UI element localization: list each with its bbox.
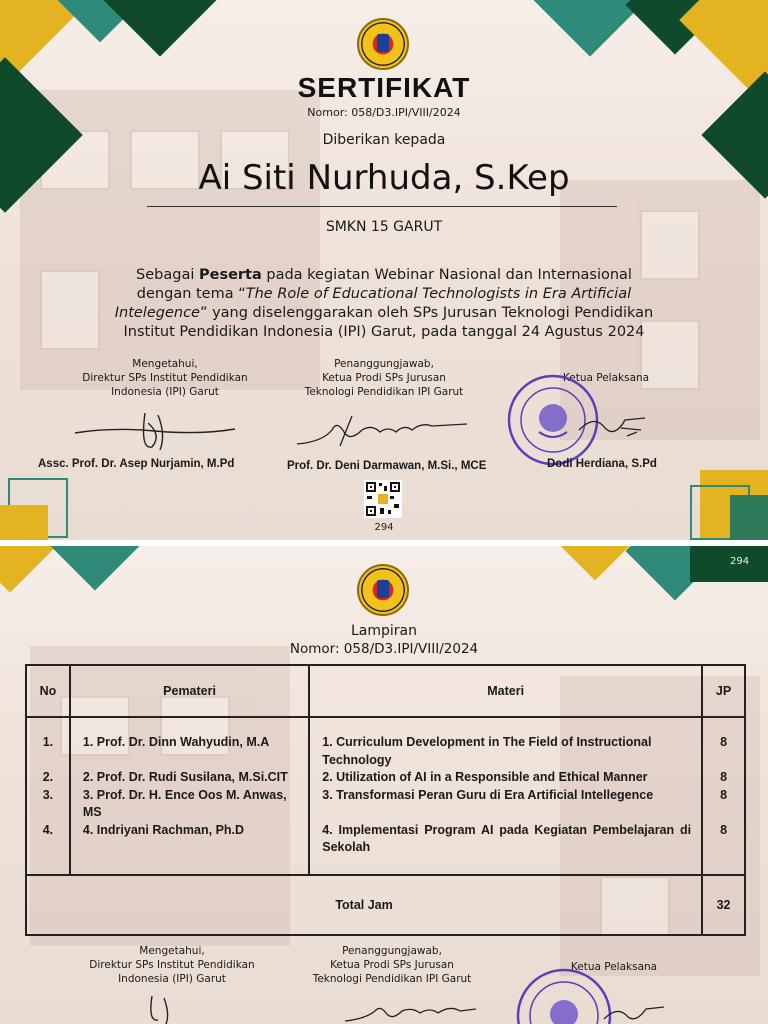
signature-director [70, 405, 240, 455]
header-jp: JP [702, 665, 745, 717]
total-value: 32 [702, 875, 745, 935]
table-total-row [26, 875, 745, 935]
recipient-name: Ai Siti Nurhuda, S.Kep [198, 158, 570, 198]
list-item: 1. Prof. Dr. Dinn Wahyudin, M.A [82, 735, 270, 749]
list-item: 2. Utilization of AI in a Responsible and Ethical Manner [322, 770, 648, 784]
header-speaker: Pemateri [70, 665, 309, 717]
speaker-column [70, 717, 309, 875]
signature-head [292, 412, 472, 452]
recipient-underline [147, 206, 617, 207]
table-header-row [26, 665, 745, 717]
given-to-label: Diberikan kepada [322, 132, 446, 148]
list-item: 1. Curriculum Development in The Field of Instructional Technology [322, 735, 652, 767]
list-item: 4. Indriyani Rachman, Ph.D [82, 822, 245, 837]
speaker-table [25, 664, 746, 936]
signatory-director-role: Mengetahui, Direktur SPs Institut Pendidikan Indonesia (IPI) Garut [89, 945, 255, 985]
attachment-number: Nomor: 058/D3.IPI/VIII/2024 [289, 641, 479, 657]
certificate-title: SERTIFIKAT [297, 72, 471, 103]
signatory-director-role: Mengetahui, Direktur SPs Institut Pendidikan Indonesia (IPI) Garut [82, 358, 248, 398]
list-item: 3. Prof. Dr. H. Ence Oos M. Anwas, MS [82, 787, 287, 819]
topic-column [309, 717, 702, 875]
list-item: 3. Transformasi Peran Guru di Era Artificial Intellegence [322, 787, 654, 802]
certificate-number: Nomor: 058/D3.IPI/VIII/2024 [307, 106, 461, 119]
signatory-head-name: Prof. Dr. Deni Darmawan, M.Si., MCE [287, 460, 487, 472]
header-no: No [26, 665, 70, 717]
no-column: 1. 2. 3. 4. [26, 717, 70, 875]
list-item: 4. Implementasi Program AI pada Kegiatan Pembelajaran di Sekolah [322, 822, 692, 854]
signature-chair [600, 1001, 670, 1024]
signatory-director-name: Assc. Prof. Dr. Asep Nurjamin, M.Pd [38, 458, 235, 470]
signature-director [140, 994, 180, 1024]
signatory-head-role: Penanggungjawab, Ketua Prodi SPs Jurusan Teknologi Pendidikan IPI Garut [312, 945, 472, 985]
recipient-institution: SMKN 15 GARUT [325, 219, 443, 235]
attachment-page [0, 546, 768, 1024]
list-item: 2. Prof. Dr. Rudi Susilana, M.Si.CIT [82, 770, 288, 784]
qr-code [364, 480, 402, 518]
signature-chair [575, 408, 655, 444]
signature-head [340, 1001, 480, 1024]
university-logo [357, 564, 409, 616]
header-topic: Materi [309, 665, 702, 717]
page-number: 294 [730, 556, 750, 567]
signatory-head-role: Penanggungjawab, Ketua Prodi SPs Jurusan Teknologi Pendidikan IPI Garut [304, 358, 464, 398]
table-body-row [26, 717, 745, 875]
qr-number: 294 [374, 522, 394, 533]
certificate-body: Sebagai Peserta pada kegiatan Webinar Nasional dan Internasional dengan tema “The Role of Educational Technologists in Era Artificial Intelegence” yang diselenggarakan oleh SPs Jurusan Teknologi Pendidikan Institut Pendidikan Indonesia (IPI) Garut, pada tanggal 24 Agustus 2024 [114, 267, 654, 340]
signatory-chair-role: Ketua Pelaksana [570, 961, 658, 973]
jp-column: 8 8 8 8 [702, 717, 745, 875]
signatory-chair-name: Dodi Herdiana, S.Pd [547, 458, 657, 470]
attachment-title: Lampiran [350, 623, 417, 639]
participant-role: Peserta [198, 267, 262, 283]
university-logo [357, 18, 409, 70]
signatory-chair-role: Ketua Pelaksana [562, 372, 650, 384]
total-label: Total Jam [26, 875, 702, 935]
organizer-stamp [514, 966, 614, 1024]
